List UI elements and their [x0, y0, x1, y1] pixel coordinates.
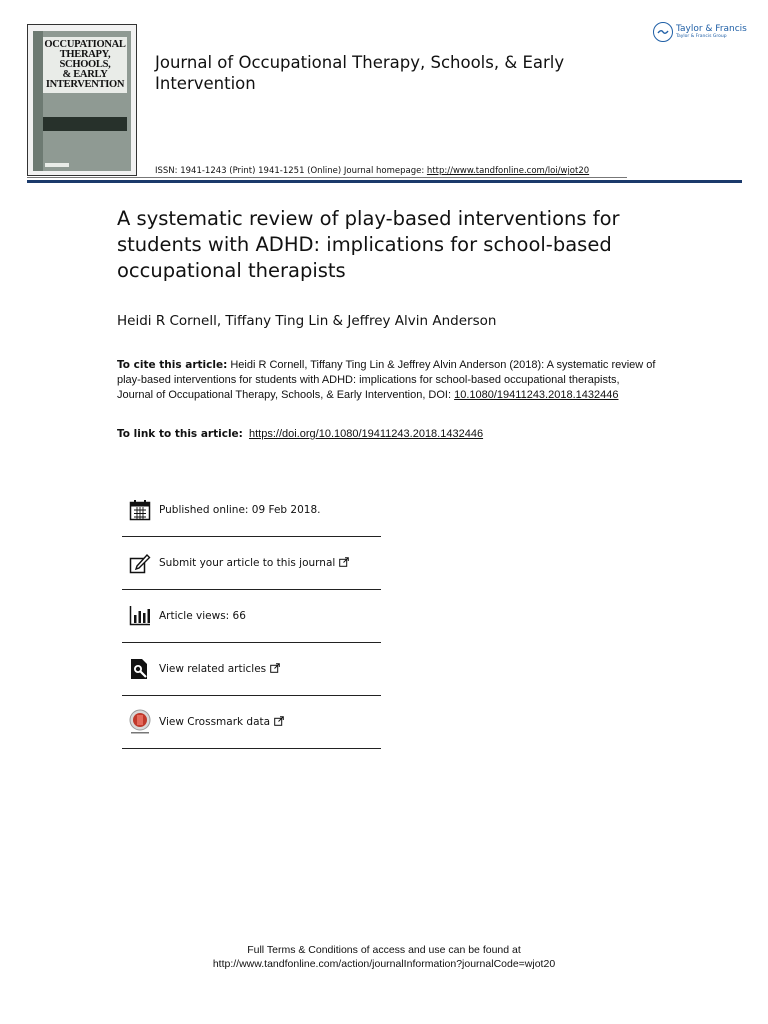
- article-title: A systematic review of play-based interventions for students with ADHD: implications for school-based occupational therapists: [117, 207, 620, 282]
- publisher-group: Taylor & Francis Group: [676, 34, 727, 39]
- publisher-logo-icon: [653, 22, 673, 42]
- footer-terms-text: Full Terms & Conditions of access and use can be found at: [247, 944, 521, 956]
- article-views-text: Article views: 66: [159, 610, 246, 622]
- external-link-icon: [339, 557, 349, 567]
- issn-line: ISSN: 1941-1243 (Print) 1941-1251 (Online) Journal homepage: http://www.tandfonline.com/loi/wjot20: [155, 166, 590, 176]
- citation-block: [117, 358, 657, 403]
- journal-homepage-link[interactable]: http://www.tandfonline.com/loi/wjot20: [426, 166, 590, 176]
- calendar-icon: [127, 498, 153, 522]
- article-link-line: [117, 428, 483, 440]
- published-online-text: Published online: 09 Feb 2018.: [159, 504, 321, 516]
- journal-title: Journal of Occupational Therapy, Schools, & Early Intervention: [155, 53, 565, 93]
- external-link-icon: [270, 663, 280, 673]
- crossmark-icon: [127, 710, 153, 734]
- article-authors: Heidi R Cornell, Tiffany Ting Lin & Jeffrey Alvin Anderson: [117, 313, 497, 329]
- journal-cover-image: [27, 24, 137, 176]
- citation-label: To cite this article:: [117, 359, 228, 371]
- related-articles-row[interactable]: [122, 643, 381, 696]
- header-rule-thin: [27, 177, 627, 178]
- article-info-list: [122, 484, 381, 749]
- submit-article-link[interactable]: Submit your article to this journal: [159, 557, 336, 569]
- external-link-icon: [274, 716, 284, 726]
- published-online-row: [122, 484, 381, 537]
- bar-chart-icon: [127, 604, 153, 628]
- citation-text: Heidi R Cornell, Tiffany Ting Lin & Jeffrey Alvin Anderson (2018): A systematic review of play-based interventions for students with ADHD: implications for school-based occupational therapists, Journal of Occupational Therapy, Schools, & Early Intervention, DOI:: [117, 359, 656, 401]
- cover-publisher-logo: [45, 163, 69, 167]
- article-views-row: [122, 590, 381, 643]
- crossmark-row[interactable]: [122, 696, 381, 749]
- article-doi-link[interactable]: https://doi.org/10.1080/19411243.2018.1432446: [249, 428, 484, 440]
- related-articles-link[interactable]: View related articles: [159, 663, 267, 675]
- link-label: To link to this article:: [117, 428, 243, 440]
- header-rule-thick: [27, 180, 742, 183]
- cover-title: OCCUPATIONAL THERAPY, SCHOOLS, & EARLY INTERVENTION: [43, 37, 127, 93]
- publisher-name: Taylor & Francis: [676, 24, 747, 34]
- citation-doi-link[interactable]: 10.1080/19411243.2018.1432446: [454, 389, 619, 401]
- search-document-icon: [127, 657, 153, 681]
- crossmark-link[interactable]: View Crossmark data: [159, 716, 271, 728]
- footer-terms-link[interactable]: http://www.tandfonline.com/action/journalInformation?journalCode=wjot20: [212, 958, 556, 970]
- footer: [0, 943, 768, 971]
- edit-icon: [127, 551, 153, 575]
- submit-article-row[interactable]: [122, 537, 381, 590]
- publisher-logo: [653, 22, 747, 42]
